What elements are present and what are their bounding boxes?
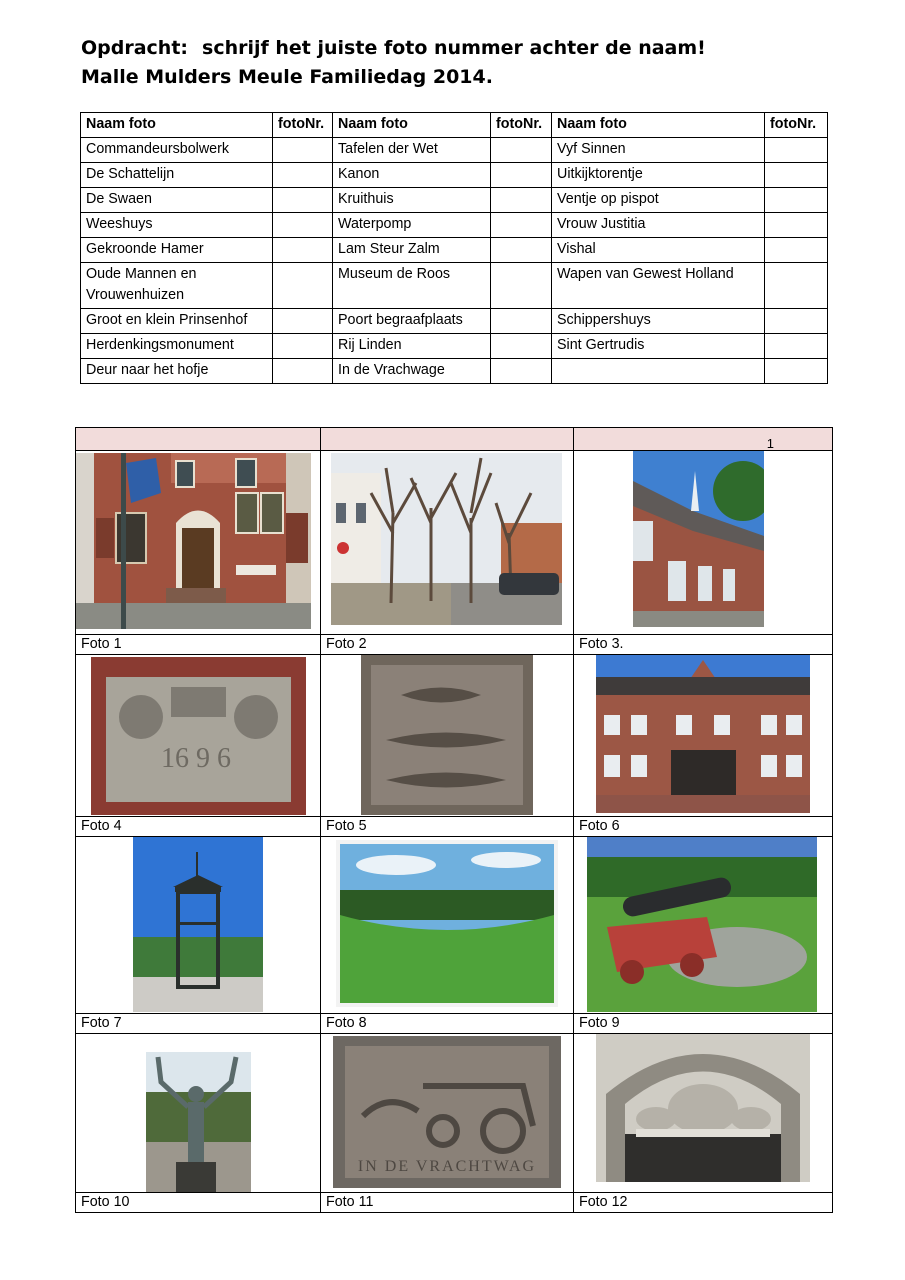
photo-name-cell: Herdenkingsmonument (81, 334, 273, 359)
title-line-2: Malle Mulders Meule Familiedag 2014. (81, 66, 493, 88)
photo-name-cell: Gekroonde Hamer (81, 238, 273, 263)
photos-table (75, 427, 833, 1213)
photo-number-field[interactable] (273, 188, 333, 213)
photo-number-field[interactable] (273, 163, 333, 188)
photo-6-brick-houses (596, 655, 810, 813)
header-name: Naam foto (81, 113, 273, 138)
caption-1: Foto 1 (76, 635, 321, 655)
names-table-row (81, 309, 828, 334)
photo-11-plaque-text: IN DE VRACHTWAG (357, 1158, 537, 1175)
photo-name-cell: Tafelen der Wet (333, 138, 491, 163)
caption-10: Foto 10 (76, 1193, 321, 1213)
photo-number-field[interactable] (765, 138, 828, 163)
photo-number-field[interactable] (491, 334, 552, 359)
header-name: Naam foto (333, 113, 491, 138)
photo-cell-2 (321, 451, 574, 635)
header-photo-number: fotoNr. (491, 113, 552, 138)
photo-name-cell: Vrouw Justitia (552, 213, 765, 238)
photo-name-cell: Lam Steur Zalm (333, 238, 491, 263)
photo-2-tree-row (331, 453, 562, 625)
photo-number-field[interactable] (273, 309, 333, 334)
photo-name-cell: Schippershuys (552, 309, 765, 334)
photo-row (76, 451, 833, 635)
photo-name-cell: De Swaen (81, 188, 273, 213)
photo-4-stone-relief (91, 657, 306, 815)
photo-number-field[interactable] (491, 359, 552, 384)
photo-cell-3 (574, 436, 833, 635)
caption-11: Foto 11 (321, 1193, 574, 1213)
assignment-label: Opdracht: (81, 37, 189, 59)
photo-number-field[interactable] (491, 163, 552, 188)
photo-name-cell (552, 359, 765, 384)
photo-number-field[interactable] (491, 138, 552, 163)
names-table-row (81, 263, 828, 309)
photo-cell-5 (321, 655, 574, 817)
photo-row (76, 1034, 833, 1193)
photo-name-cell: Sint Gertrudis (552, 334, 765, 359)
names-table-row (81, 213, 828, 238)
caption-row (76, 635, 833, 655)
caption-12: Foto 12 (574, 1193, 833, 1213)
photo-8-green-field (336, 840, 558, 1007)
photo-9-cannon (587, 837, 817, 1012)
photo-cell-7 (76, 837, 321, 1014)
photo-3-church-building (633, 451, 764, 627)
header-photo-number: fotoNr. (273, 113, 333, 138)
photo-cell-4 (76, 655, 321, 817)
page-title (81, 34, 706, 92)
photo-name-cell: Wapen van Gewest Holland (552, 263, 765, 309)
photo-number-field[interactable] (765, 213, 828, 238)
names-table-row (81, 163, 828, 188)
names-table-row (81, 238, 828, 263)
svg-text:16 9 6: 16 9 6 (161, 743, 231, 774)
names-table-row (81, 334, 828, 359)
names-table-row (81, 188, 828, 213)
photo-name-cell: Ventje op pispot (552, 188, 765, 213)
photo-cell-12 (574, 1034, 833, 1193)
photo-name-cell: Oude Mannen en Vrouwenhuizen (81, 263, 273, 309)
photo-cell-1 (76, 451, 321, 635)
photo-number-field[interactable] (765, 359, 828, 384)
photo-name-cell: Kruithuis (333, 188, 491, 213)
caption-9: Foto 9 (574, 1014, 833, 1034)
caption-7: Foto 7 (76, 1014, 321, 1034)
photo-number-field[interactable] (491, 213, 552, 238)
photo-number-field[interactable] (765, 263, 828, 309)
photo-cell-9 (574, 837, 833, 1014)
photo-11-wagon-plaque (333, 1036, 561, 1188)
photo-number-field[interactable] (273, 359, 333, 384)
photo-name-cell: In de Vrachwage (333, 359, 491, 384)
photo-cell-6 (574, 655, 833, 817)
photo-number-field[interactable] (273, 238, 333, 263)
photo-7-lookout-tower (133, 837, 263, 1012)
photo-number-field[interactable] (765, 334, 828, 359)
names-table-row (81, 359, 828, 384)
photo-number-field[interactable] (273, 213, 333, 238)
header-name: Naam foto (552, 113, 765, 138)
photo-cell-10 (76, 1034, 321, 1193)
photo-5-fish-plaque (361, 655, 533, 815)
photo-row (76, 837, 833, 1014)
photo-number-field[interactable] (491, 309, 552, 334)
assignment-text: schrijf het juiste foto nummer achter de naam! (202, 37, 706, 59)
names-table-row (81, 138, 828, 163)
photo-number-field[interactable] (491, 188, 552, 213)
caption-row (76, 1193, 833, 1213)
photo-number-field[interactable] (765, 309, 828, 334)
photo-cell-11 (321, 1034, 574, 1193)
photo-name-cell: De Schattelijn (81, 163, 273, 188)
photo-name-cell: Groot en klein Prinsenhof (81, 309, 273, 334)
names-table (80, 112, 828, 384)
photo-12-gate-arch (596, 1034, 810, 1182)
photo-number-field[interactable] (273, 334, 333, 359)
photo-row (76, 655, 833, 817)
photos-header-row (76, 428, 833, 451)
photo-number-field[interactable] (765, 188, 828, 213)
photos-header-cell (574, 428, 833, 451)
caption-6: Foto 6 (574, 817, 833, 837)
photo-name-cell: Kanon (333, 163, 491, 188)
caption-8: Foto 8 (321, 1014, 574, 1034)
photo-name-cell: Museum de Roos (333, 263, 491, 309)
photo-name-cell: Vyf Sinnen (552, 138, 765, 163)
photo-name-cell: Weeshuys (81, 213, 273, 238)
photo-name-cell: Poort begraafplaats (333, 309, 491, 334)
photo-number-field[interactable] (491, 238, 552, 263)
photo-number-field[interactable] (491, 263, 552, 309)
caption-row (76, 1014, 833, 1034)
photo-number-field[interactable] (273, 263, 333, 309)
photos-header-cell (76, 428, 321, 451)
header-photo-number: fotoNr. (765, 113, 828, 138)
title-line-1 (81, 34, 706, 63)
photo-3-note: 1 (766, 436, 774, 451)
caption-4: Foto 4 (76, 817, 321, 837)
photo-name-cell: Waterpomp (333, 213, 491, 238)
photo-number-field[interactable] (765, 163, 828, 188)
caption-5: Foto 5 (321, 817, 574, 837)
photo-number-field[interactable] (273, 138, 333, 163)
photo-number-field[interactable] (765, 238, 828, 263)
names-table-header (81, 113, 828, 138)
caption-row (76, 817, 833, 837)
photo-name-cell: Vishal (552, 238, 765, 263)
photo-10-conductor-statue (146, 1052, 251, 1192)
photo-name-cell: Deur naar het hofje (81, 359, 273, 384)
photo-cell-8 (321, 837, 574, 1014)
photo-name-cell: Uitkijktorentje (552, 163, 765, 188)
caption-2: Foto 2 (321, 635, 574, 655)
caption-3: Foto 3. (574, 635, 833, 655)
photo-name-cell: Commandeursbolwerk (81, 138, 273, 163)
photo-name-cell: Rij Linden (333, 334, 491, 359)
photos-header-cell (321, 428, 574, 451)
photo-1-building-facade (76, 453, 311, 629)
